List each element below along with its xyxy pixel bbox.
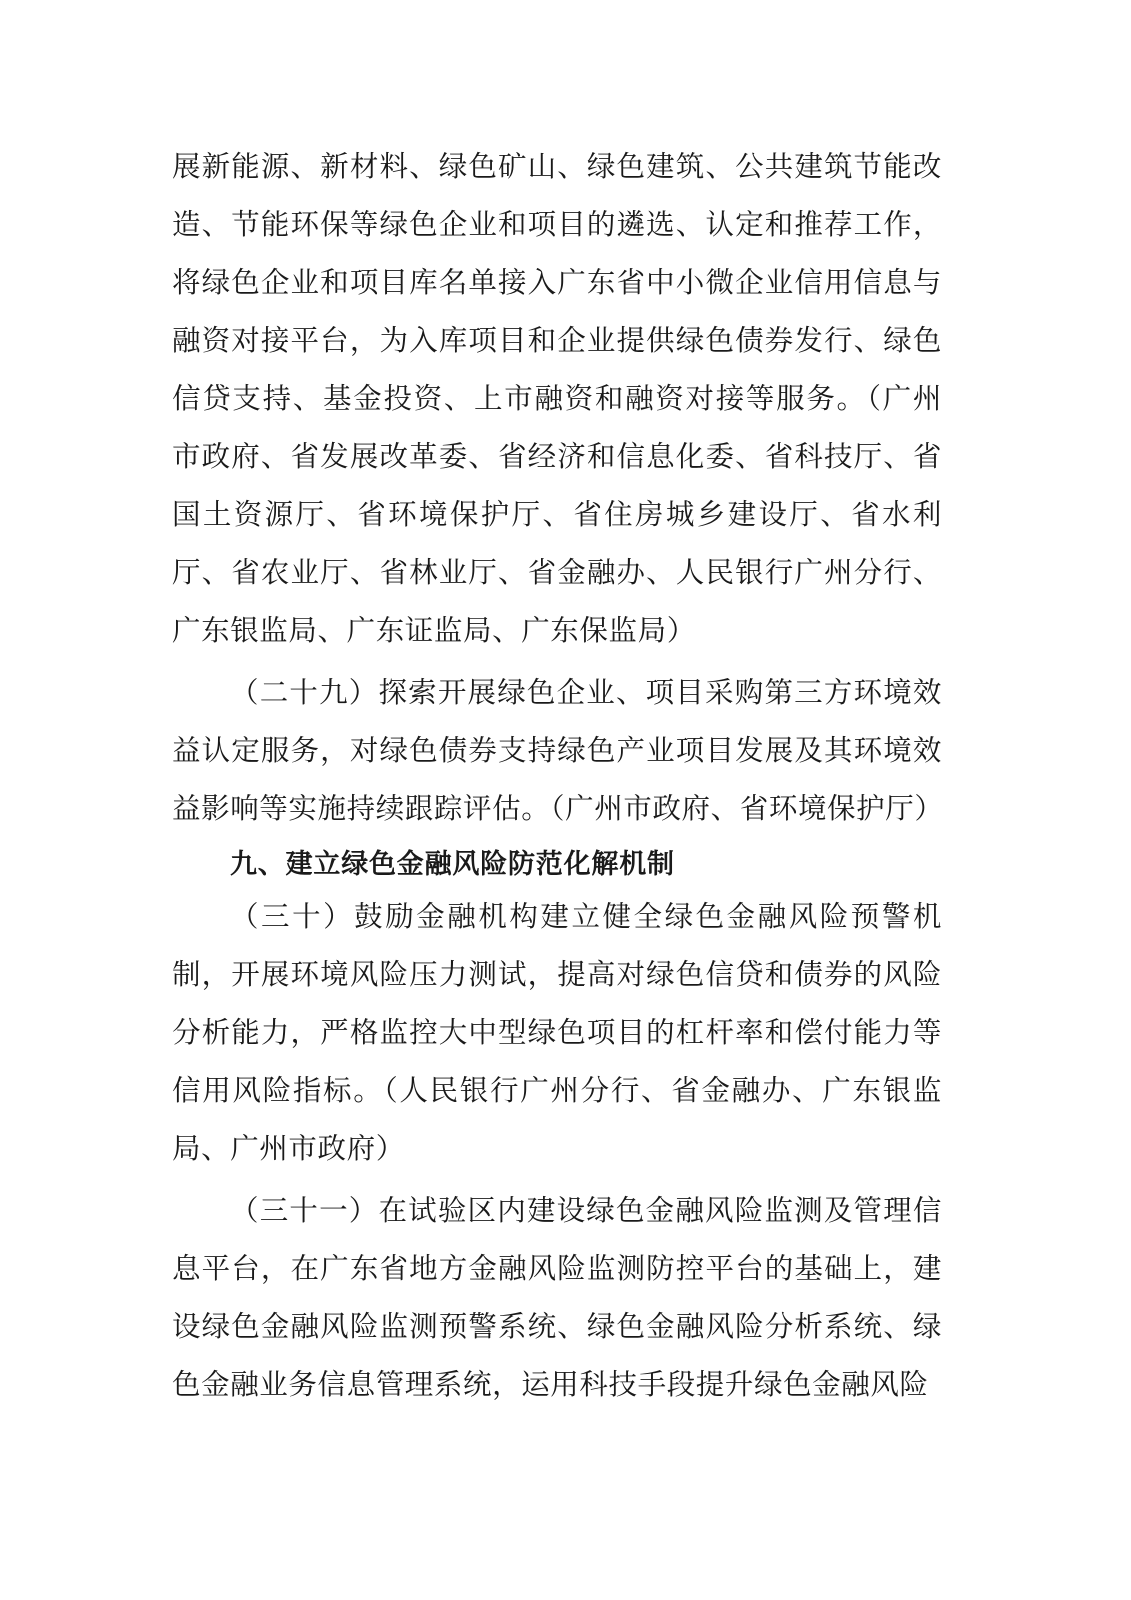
paragraph-29 <box>172 664 942 838</box>
paragraph-text: （二十九）探索开展绿色企业、项目采购第三方环境效益认定服务，对绿色债券支持绿色产业项目发展及其环境效益影响等实施持续跟踪评估。（广州市政府、省环境保护厅） <box>172 676 944 825</box>
paragraph-30 <box>172 888 942 1178</box>
section-heading-text: 九、建立绿色金融风险防范化解机制 <box>230 849 675 880</box>
section-heading <box>172 836 942 894</box>
paragraph-text: 展新能源、新材料、绿色矿山、绿色建筑、公共建筑节能改造、节能环保等绿色企业和项目的遴选、认定和推荐工作，将绿色企业和项目库名单接入广东省中小微企业信用信息与融资对接平台，为入库项目和企业提供绿色债券发行、绿色信贷支持、基金投资、上市融资和融资对接等服务。（广州市政府、省发展改革委、省经济和信息化委、省科技厅、省国土资源厅、省环境保护厅、省住房城乡建设厅、省水利厅、省农业厅、省林业厅、省金融办、人民银行广州分行、广东银监局、广东证监局、广东保监局） <box>172 150 942 647</box>
paragraph-text: （三十）鼓励金融机构建立健全绿色金融风险预警机制，开展环境风险压力测试，提高对绿色信贷和债券的风险分析能力，严格监控大中型绿色项目的杠杆率和偿付能力等信用风险指标。（人民银行广州分行、省金融办、广东银监局、广州市政府） <box>172 900 942 1165</box>
paragraph-31 <box>172 1182 942 1414</box>
paragraph-continuation <box>172 138 942 660</box>
paragraph-text: （三十一）在试验区内建设绿色金融风险监测及管理信息平台，在广东省地方金融风险监测防控平台的基础上，建设绿色金融风险监测预警系统、绿色金融风险分析系统、绿色金融业务信息管理系统，运用科技手段提升绿色金融风险 <box>172 1194 942 1401</box>
